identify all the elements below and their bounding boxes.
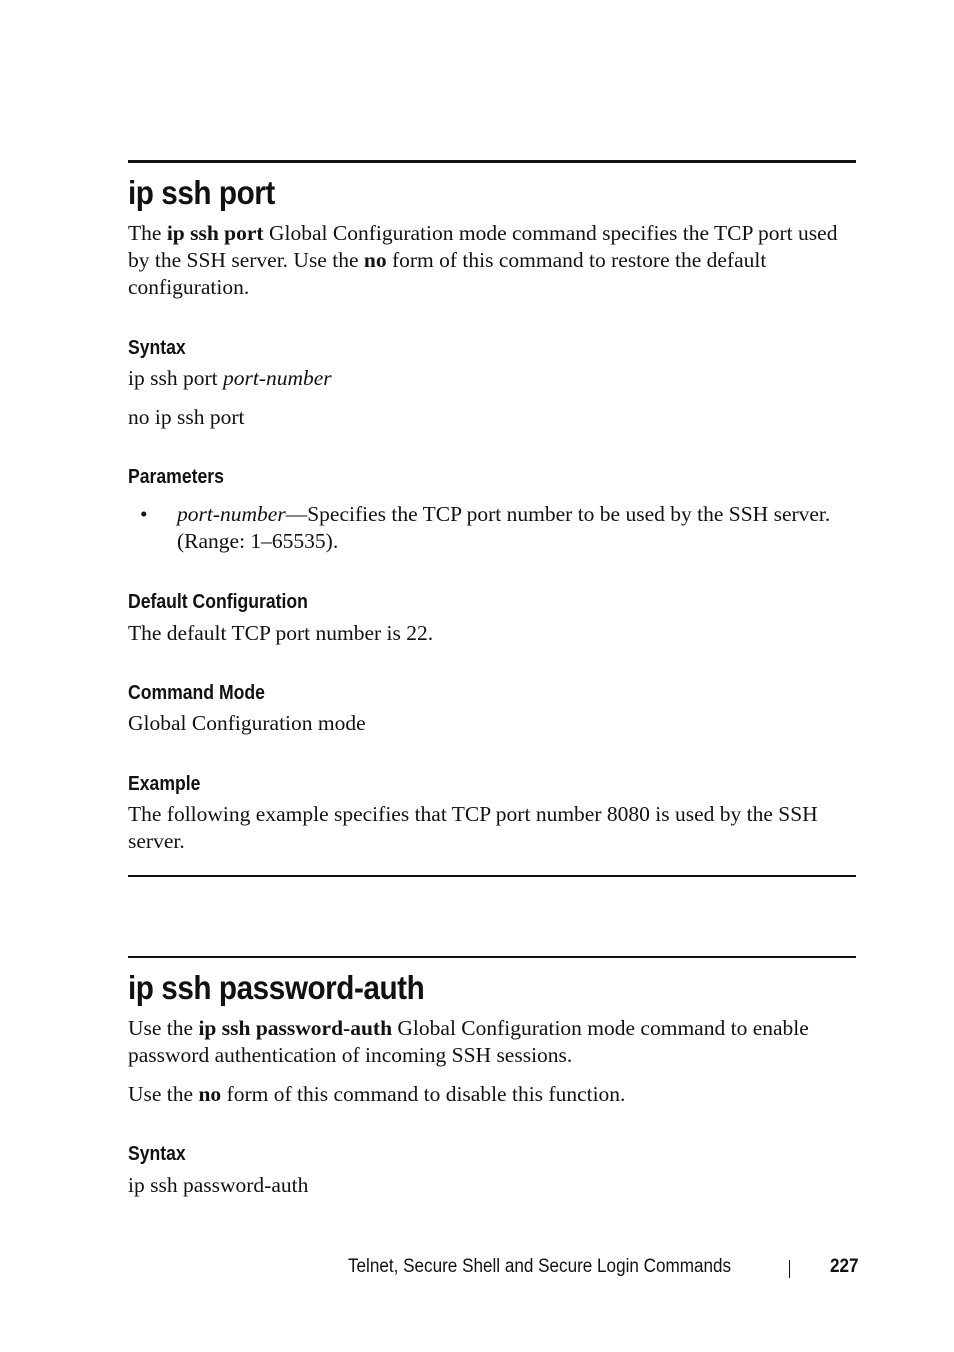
syntax-line: ip ssh port port-number: [128, 366, 332, 390]
footer-chapter-title: Telnet, Secure Shell and Secure Login Commands: [348, 1256, 732, 1277]
section-intro: The ip ssh port Global Configuration mode command specifies the TCP port used by the SSH server. Use the no form of this command to restore the default configuration.: [128, 221, 838, 299]
parameter-name: port-number: [177, 502, 286, 526]
section-title-2: ip ssh password-auth: [128, 969, 425, 1006]
page-number: 227: [830, 1256, 859, 1277]
example-text: The following example specifies that TCP port number 8080 is used by the SSH server.: [128, 802, 818, 853]
command-mode-text: Global Configuration mode: [128, 711, 366, 735]
section-bottom-rule: [128, 875, 856, 877]
section-intro-2: Use the ip ssh password-auth Global Configuration mode command to enable password authentication of incoming SSH sessions.: [128, 1016, 809, 1067]
section-top-rule-2: [128, 956, 856, 958]
command-name-2: ip ssh password-auth: [198, 1016, 393, 1040]
syntax-line-2: ip ssh password-auth: [128, 1173, 309, 1197]
footer-separator: [789, 1260, 790, 1278]
syntax-line-no: no ip ssh port: [128, 405, 245, 429]
parameter-item: port-number—Specifies the TCP port number to be used by the SSH server. (Range: 1–65535).: [177, 502, 831, 553]
syntax-parameter: port-number: [222, 366, 332, 390]
no-keyword: no: [363, 248, 387, 272]
section-title: ip ssh port: [128, 174, 275, 211]
no-keyword-2: no: [198, 1082, 222, 1106]
section-intro-no-form: Use the no form of this command to disable this function.: [128, 1082, 626, 1106]
command-mode-heading: Command Mode: [128, 682, 265, 704]
default-configuration-heading: Default Configuration: [128, 591, 308, 613]
section-top-rule: [128, 160, 856, 163]
syntax-heading-2: Syntax: [128, 1143, 186, 1165]
parameters-heading: Parameters: [128, 466, 224, 488]
command-name: ip ssh port: [166, 221, 264, 245]
syntax-heading: Syntax: [128, 337, 186, 359]
example-heading: Example: [128, 773, 201, 795]
bullet-marker: •: [140, 502, 148, 526]
default-configuration-text: The default TCP port number is 22.: [128, 621, 434, 645]
